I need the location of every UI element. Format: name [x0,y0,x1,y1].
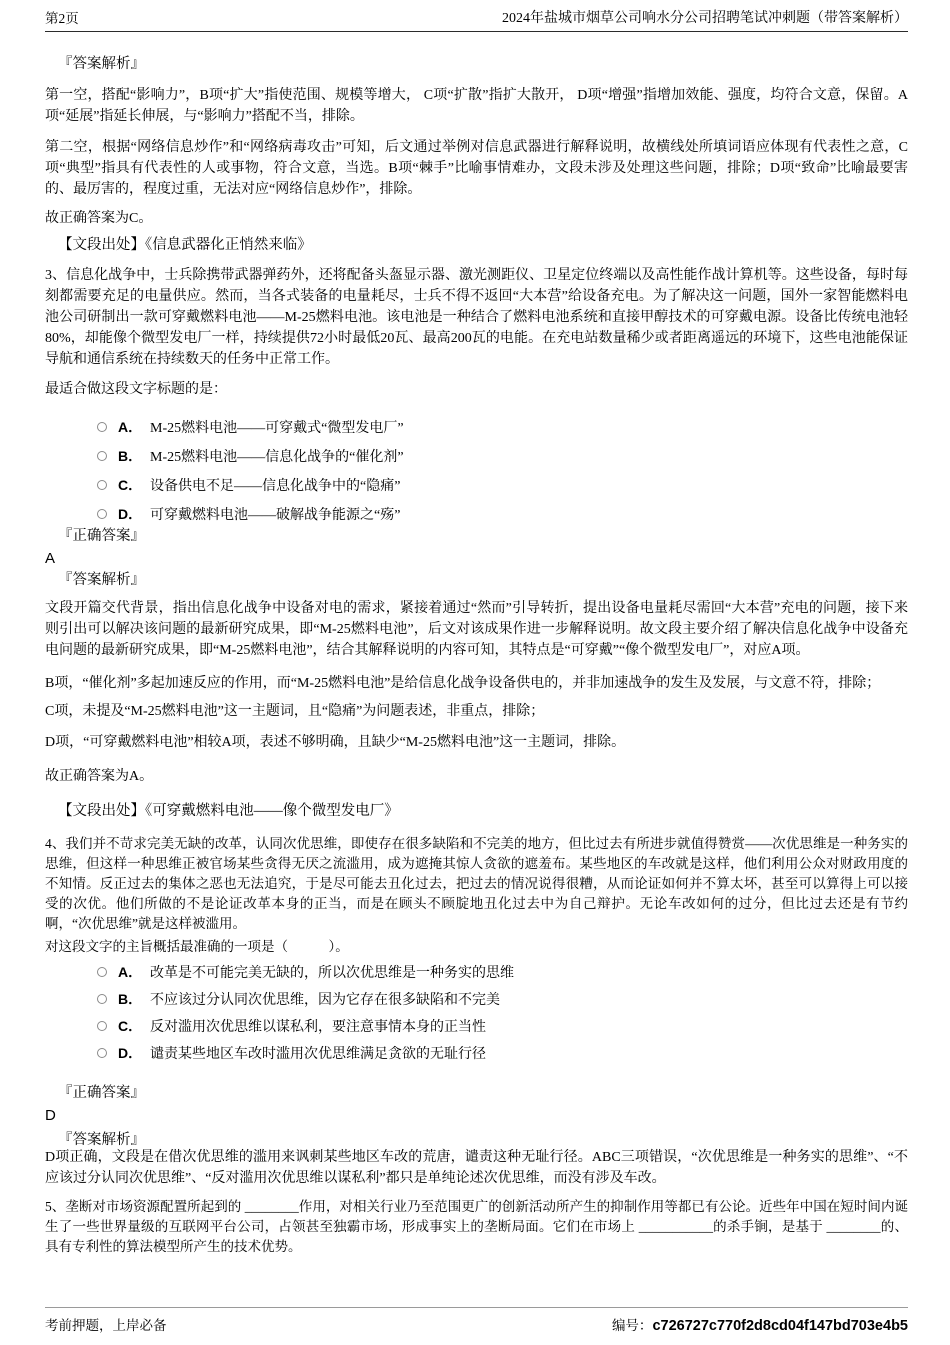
option-text: M-25燃料电池——可穿戴式“微型发电厂” [150,420,404,436]
option-row-a[interactable] [45,961,908,982]
q3-analysis-option-b: B项，“催化剂”多起加速反应的作用，而“M-25燃料电池”是给信息化战争设备供电的，并非加速战争的发生及发展，与文意不符，排除； [45,676,881,691]
footer-slogan: 考前押题，上岸必备 [45,1318,167,1333]
doc-code [612,1317,908,1335]
page-header [45,0,908,32]
question-4-text: 4、我们并不苛求完美无缺的改革，认同次优思维，即使存在很多缺陷和不完美的地方，但比过去有所进步就值得赞赏——次优思维是一种务实的思维，但这样一种思维正被官场某些贪得无厌之流滥用，成为遮掩其惊人贪欲的遮羞布。某些地区的车改就是这样，他们利用公众对财政用度的不知情。反正过去的集体之恶也无法追究，于是尽可能去丑化过去，把过去的情况说得很糟，从而论证如何并不算太坏，甚至可以算得上可以接受的次优。他们所做的不是论证改革本身的正当，而是在顾头不顾腚地丑化过去中为自己辩护。无论车改如何的过分，但比过去还是有节约啊，“次优思维”就是这样被滥用。 [45,836,908,931]
option-text: 设备供电不足——信息化战争中的“隐痛” [150,478,401,494]
q3-analysis-conclusion: 故正确答案为A。 [45,769,154,784]
analysis-paragraph-blank1: 第一空，搭配“影响力”，B项“扩大”指使范围、规模等增大， C项“扩散”指扩大散开， D项“增强”指增加效能、强度，均符合文意，保留。A项“延展”指延长伸展，与“影响力”搭配不当，排除。 [45,88,908,124]
passage-source: 【文段出处】《可穿戴燃料电池——像个微型发电厂》 [58,803,399,819]
option-letter: C． [118,1017,143,1034]
option-letter: A． [118,963,143,980]
option-text: M-25燃料电池——信息化战争的“催化剂” [150,449,404,465]
question-5-text: 5、垄断对市场资源配置所起到的 ________作用，对相关行业乃至范围更广的创新活动所产生的抑制作用等都已有公论。近些年中国在短时间内诞生了一些世界量级的互联网平台公司，占领甚至独霸市场，形成事实上的垄断局面。它们在市场上 ___________的杀手锏，是基于 ________的、具有专利性的算法模型所产生的技术优势。 [45,1199,908,1254]
radio-button[interactable] [97,451,107,461]
option-row-d[interactable] [45,1042,908,1063]
radio-button[interactable] [97,967,107,977]
question-4-options [45,961,908,1063]
option-letter: C． [118,476,143,493]
radio-button[interactable] [97,1048,107,1058]
option-letter: B． [118,990,143,1007]
option-text: 可穿戴燃料电池——破解战争能源之“殇” [150,507,401,523]
option-text: 不应该过分认同次优思维，因为它存在很多缺陷和不完美 [150,992,500,1008]
radio-button[interactable] [97,994,107,1004]
option-letter: D． [118,505,143,522]
analysis-paragraph-blank2: 第二空，根据“网络信息炒作”和“网络病毒攻击”可知，后文通过举例对信息武器进行解释说明，故横线处所填词语应体现有代表性之意，C项“典型”指具有代表性的人或事物，符合文意，当选。B项“棘手”比喻事情难办，文段未涉及处理这些问题，排除；D项“致命”比喻最要害的、最厉害的，程度过重，无法对应“网络信息炒作”，排除。 [45,140,908,197]
doc-code-value: c726727c770f2d8cd04f147bd703e4b5 [652,1318,908,1334]
q3-analysis-option-d: D项，“可穿戴燃料电池”相较A项，表述不够明确，且缺少“M-25燃料电池”这一主题词，排除。 [45,735,626,750]
correct-answer-label: 『正确答案』 [58,1085,145,1101]
page-footer [45,1307,908,1335]
question-4-prompt: 对这段文字的主旨概括最准确的一项是（ ）。 [45,939,349,954]
option-letter: D． [118,1044,143,1061]
option-row-c[interactable] [45,1015,908,1036]
correct-answer-value: D [45,1107,56,1124]
option-row-c[interactable] [45,474,908,495]
answer-analysis-label: 『答案解析』 [58,572,145,588]
option-text: 反对滥用次优思维以谋私利，要注意事情本身的正当性 [150,1019,486,1035]
analysis-conclusion: 故正确答案为C。 [45,211,153,226]
question-3-options [45,416,908,524]
radio-button[interactable] [97,422,107,432]
option-letter: B． [118,447,143,464]
radio-button[interactable] [97,509,107,519]
question-3-prompt: 最适合做这段文字标题的是： [45,382,227,397]
document-title: 2024年盐城市烟草公司响水分公司招聘笔试冲刺题（带答案解析） [502,11,908,26]
option-row-a[interactable] [45,416,908,437]
radio-button[interactable] [97,480,107,490]
option-row-b[interactable] [45,988,908,1009]
page-number: 第2页 [45,11,79,26]
answer-analysis-label: 『答案解析』 [58,56,145,72]
q4-analysis-main: D项正确，文段是在借次优思维的滥用来讽刺某些地区车改的荒唐，谴责这种无耻行径。ABC三项错误，“次优思维是一种务实的思维”、“不应该过分认同次优思维”、“反对滥用次优思维以谋私利”都只是单纯论述次优思维，而没有涉及车改。 [45,1150,908,1186]
question-3-text: 3、信息化战争中，士兵除携带武器弹药外，还将配备头盔显示器、激光测距仪、卫星定位终端以及高性能作战计算机等。这些设备，每时每刻都需要充足的电量供应。然而，当各式装备的电量耗尽，士兵不得不返回“大本营”给设备充电。为了解决这一问题，国外一家智能燃料电池公司研制出一款可穿戴燃料电池——M-25燃料电池。该电池是一种结合了燃料电池系统和直接甲醇技术的可穿戴电源。设备比传统电池轻80%，却能像个微型发电厂一样，持续提供72小时最低20瓦、最高200瓦的电能。在充电站数量稀少或者距离遥远的环境下，这些电池能保证导航和通信系统在持续数天的任务中正常工作。 [45,268,908,367]
doc-code-label: 编号： [611,1318,653,1333]
option-row-b[interactable] [45,445,908,466]
radio-button[interactable] [97,1021,107,1031]
correct-answer-label: 『正确答案』 [58,528,145,544]
q3-analysis-main: 文段开篇交代背景，指出信息化战争中设备对电的需求，紧接着通过“然而”引导转折，提出设备电量耗尽需回“大本营”充电的问题，接下来则引出可以解决该问题的最新研究成果，即“M-25燃料电池”，后文对该成果作进一步解释说明。故文段主要介绍了解决信息化战争中设备充电问题的最新研究成果，即“M-25燃料电池”，结合其解释说明的内容可知，其特点是“可穿戴”“像个微型发电厂”，对应A项。 [45,601,908,658]
option-row-d[interactable] [45,503,908,524]
option-letter: A． [118,418,143,435]
q3-analysis-option-c: C项，未提及“M-25燃料电池”这一主题词，且“隐痛”为问题表述，非重点，排除； [45,704,545,719]
option-text: 改革是不可能完美无缺的，所以次优思维是一种务实的思维 [150,965,514,981]
passage-source: 【文段出处】《信息武器化正悄然来临》 [58,237,312,253]
option-text: 谴责某些地区车改时滥用次优思维满足贪欲的无耻行径 [150,1046,486,1062]
answer-analysis-label: 『答案解析』 [58,1132,145,1148]
correct-answer-value: A [45,550,56,567]
